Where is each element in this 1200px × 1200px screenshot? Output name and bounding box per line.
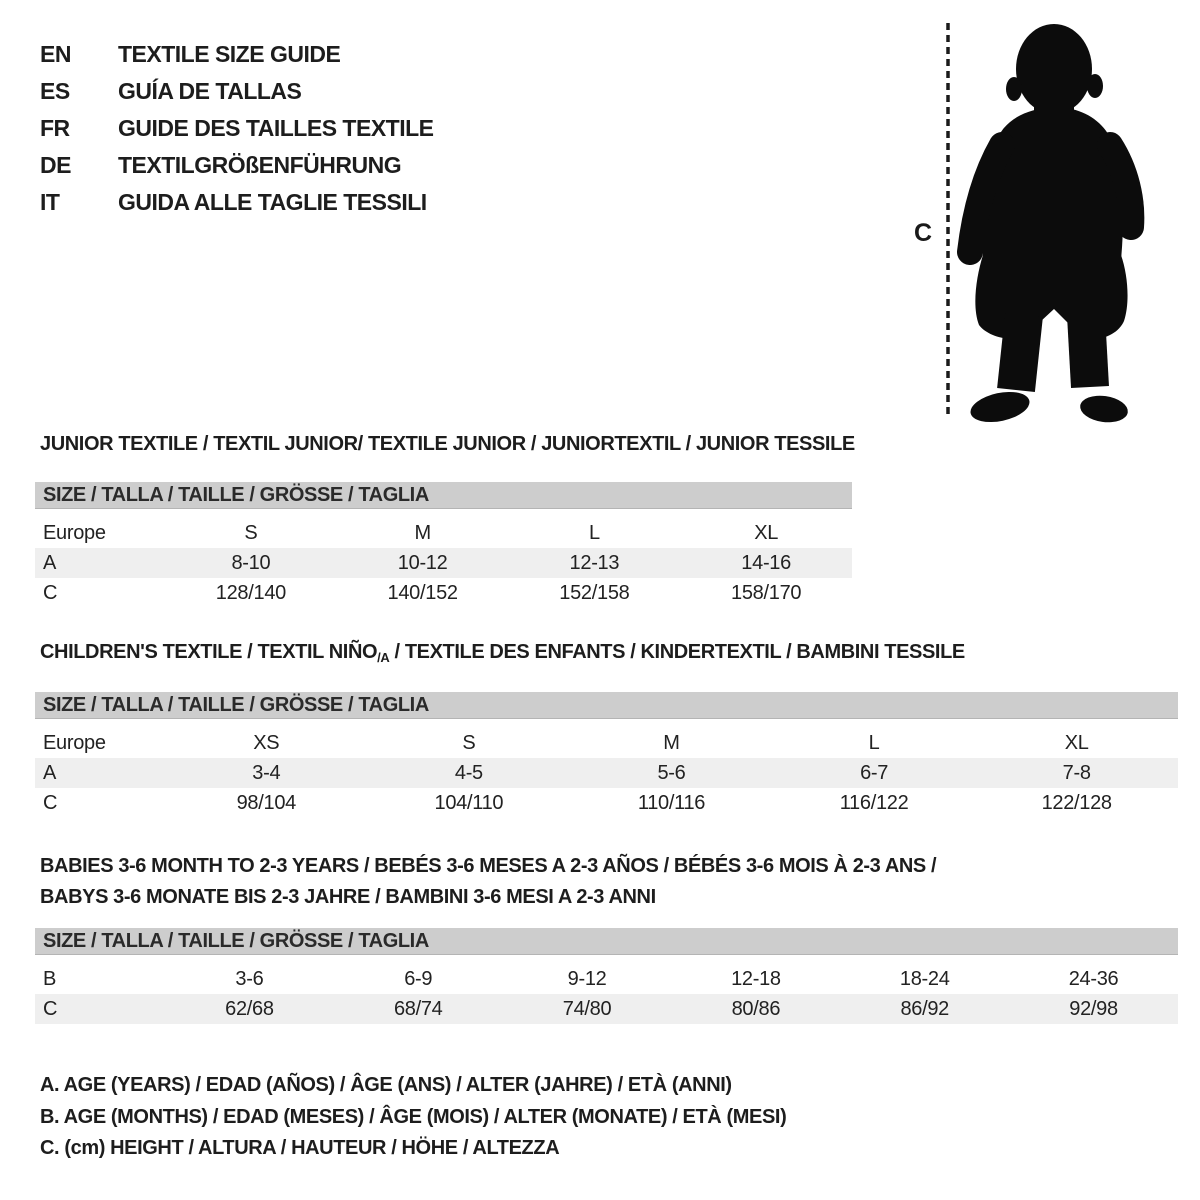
table-cell: L bbox=[588, 521, 600, 544]
babies-title-line2: BABYS 3-6 MONATE BIS 2-3 JAHRE / BAMBINI 3-6 MESI A 2-3 ANNI bbox=[40, 886, 656, 908]
table-cell: 10-12 bbox=[397, 551, 448, 574]
row-label: C bbox=[43, 791, 58, 814]
table-cell: 158/170 bbox=[731, 581, 802, 604]
table-cell: M bbox=[663, 731, 680, 754]
row-label: C bbox=[43, 997, 58, 1020]
guide-title: TEXTILGRÖßENFÜHRUNG bbox=[118, 152, 402, 178]
table-row bbox=[35, 518, 852, 548]
table-row bbox=[35, 548, 852, 578]
table-cell: 128/140 bbox=[215, 581, 286, 604]
table-cell: 104/110 bbox=[434, 791, 504, 814]
table-cell: 86/92 bbox=[900, 997, 949, 1020]
language-code: FR bbox=[40, 115, 70, 141]
language-row bbox=[40, 73, 434, 110]
table-cell: 6-7 bbox=[860, 761, 889, 784]
guide-title: GUÍA DE TALLAS bbox=[118, 78, 302, 104]
guide-title: GUIDE DES TAILLES TEXTILE bbox=[118, 115, 434, 141]
table-cell: 140/152 bbox=[387, 581, 458, 604]
table-row bbox=[35, 728, 1178, 758]
row-label: C bbox=[43, 581, 58, 604]
table-cell: S bbox=[462, 731, 476, 754]
junior-section-title: JUNIOR TEXTILE / TEXTIL JUNIOR/ TEXTILE JUNIOR / JUNIORTEXTIL / JUNIOR TESSILE bbox=[40, 433, 855, 455]
table-cell: 152/158 bbox=[559, 581, 630, 604]
table-cell: 116/122 bbox=[839, 791, 909, 814]
language-row bbox=[40, 36, 434, 73]
children-title-main: CHILDREN'S TEXTILE / TEXTIL NIÑO bbox=[40, 641, 378, 663]
guide-title: TEXTILE SIZE GUIDE bbox=[118, 41, 341, 67]
legend-notes bbox=[40, 1070, 786, 1165]
language-row bbox=[40, 184, 434, 221]
table-cell: 4-5 bbox=[454, 761, 483, 784]
baby-silhouette bbox=[968, 24, 1132, 427]
junior-table-rows bbox=[35, 518, 852, 608]
babies-size-header: SIZE / TALLA / TAILLE / GRÖSSE / TAGLIA bbox=[35, 928, 1178, 955]
children-size-header: SIZE / TALLA / TAILLE / GRÖSSE / TAGLIA bbox=[35, 692, 1178, 719]
language-code: DE bbox=[40, 152, 71, 178]
row-label: B bbox=[43, 967, 57, 990]
table-cell: 3-4 bbox=[252, 761, 281, 784]
table-cell: 62/68 bbox=[225, 997, 274, 1020]
table-cell: 7-8 bbox=[1062, 761, 1091, 784]
row-label: Europe bbox=[43, 521, 106, 544]
table-cell: 6-9 bbox=[404, 967, 433, 990]
table-cell: 98/104 bbox=[236, 791, 296, 814]
babies-section-title bbox=[40, 851, 936, 913]
language-row bbox=[40, 147, 434, 184]
babies-size-table bbox=[35, 928, 1178, 1024]
height-measure-figure bbox=[912, 15, 1152, 427]
table-cell: 14-16 bbox=[741, 551, 791, 574]
children-title-rest: / TEXTILE DES ENFANTS / KINDERTEXTIL / BAMBINI TESSILE bbox=[389, 641, 965, 663]
language-code: IT bbox=[40, 189, 60, 215]
table-cell: 110/116 bbox=[637, 791, 706, 814]
children-size-table bbox=[35, 692, 1178, 818]
table-cell: XL bbox=[1064, 731, 1089, 754]
note-height-cm: C. (cm) HEIGHT / ALTURA / HAUTEUR / HÖHE / ALTEZZA bbox=[40, 1137, 560, 1159]
table-row bbox=[35, 758, 1178, 788]
baby-silhouette-graphic bbox=[912, 15, 1152, 427]
table-cell: 12-18 bbox=[731, 967, 781, 990]
table-cell: 122/128 bbox=[1041, 791, 1112, 814]
table-row bbox=[35, 964, 1178, 994]
table-cell: 9-12 bbox=[567, 967, 607, 990]
row-label: Europe bbox=[43, 731, 106, 754]
table-cell: XS bbox=[253, 731, 280, 754]
junior-size-header: SIZE / TALLA / TAILLE / GRÖSSE / TAGLIA bbox=[35, 482, 852, 509]
table-cell: M bbox=[414, 521, 431, 544]
table-cell: 12-13 bbox=[569, 551, 620, 574]
table-cell: XL bbox=[754, 521, 779, 544]
table-cell: 92/98 bbox=[1069, 997, 1118, 1020]
table-cell: L bbox=[868, 731, 880, 754]
language-code: ES bbox=[40, 78, 70, 104]
language-code: EN bbox=[40, 41, 71, 67]
table-cell: 18-24 bbox=[899, 967, 950, 990]
language-row bbox=[40, 110, 434, 147]
row-label: A bbox=[43, 551, 57, 574]
measure-c-label: C bbox=[914, 219, 933, 247]
table-cell: 68/74 bbox=[393, 997, 443, 1020]
table-cell: 3-6 bbox=[235, 967, 264, 990]
table-row bbox=[35, 788, 1178, 818]
table-cell: 24-36 bbox=[1068, 967, 1119, 990]
table-cell: 80/86 bbox=[731, 997, 781, 1020]
children-section-title bbox=[40, 641, 965, 665]
guide-title: GUIDA ALLE TAGLIE TESSILI bbox=[118, 189, 427, 215]
note-age-years: A. AGE (YEARS) / EDAD (AÑOS) / ÂGE (ANS) / ALTER (JAHRE) / ETÀ (ANNI) bbox=[40, 1074, 732, 1096]
table-cell: 8-10 bbox=[231, 551, 271, 574]
table-row bbox=[35, 994, 1178, 1024]
note-age-months: B. AGE (MONTHS) / EDAD (MESES) / ÂGE (MOIS) / ALTER (MONATE) / ETÀ (MESI) bbox=[40, 1105, 787, 1128]
junior-size-table bbox=[35, 482, 852, 608]
table-row bbox=[35, 578, 852, 608]
table-cell: 74/80 bbox=[562, 997, 612, 1020]
babies-table-rows bbox=[35, 964, 1178, 1024]
children-title-suffix: /A bbox=[377, 650, 390, 665]
table-cell: S bbox=[244, 521, 258, 544]
table-cell: 5-6 bbox=[657, 761, 686, 784]
row-label: A bbox=[43, 761, 57, 784]
language-title-list bbox=[40, 36, 434, 221]
babies-title-line1: BABIES 3-6 MONTH TO 2-3 YEARS / BEBÉS 3-6 MESES A 2-3 AÑOS / BÉBÉS 3-6 MOIS À 2-3 ANS / bbox=[40, 855, 937, 877]
children-table-rows bbox=[35, 728, 1178, 818]
